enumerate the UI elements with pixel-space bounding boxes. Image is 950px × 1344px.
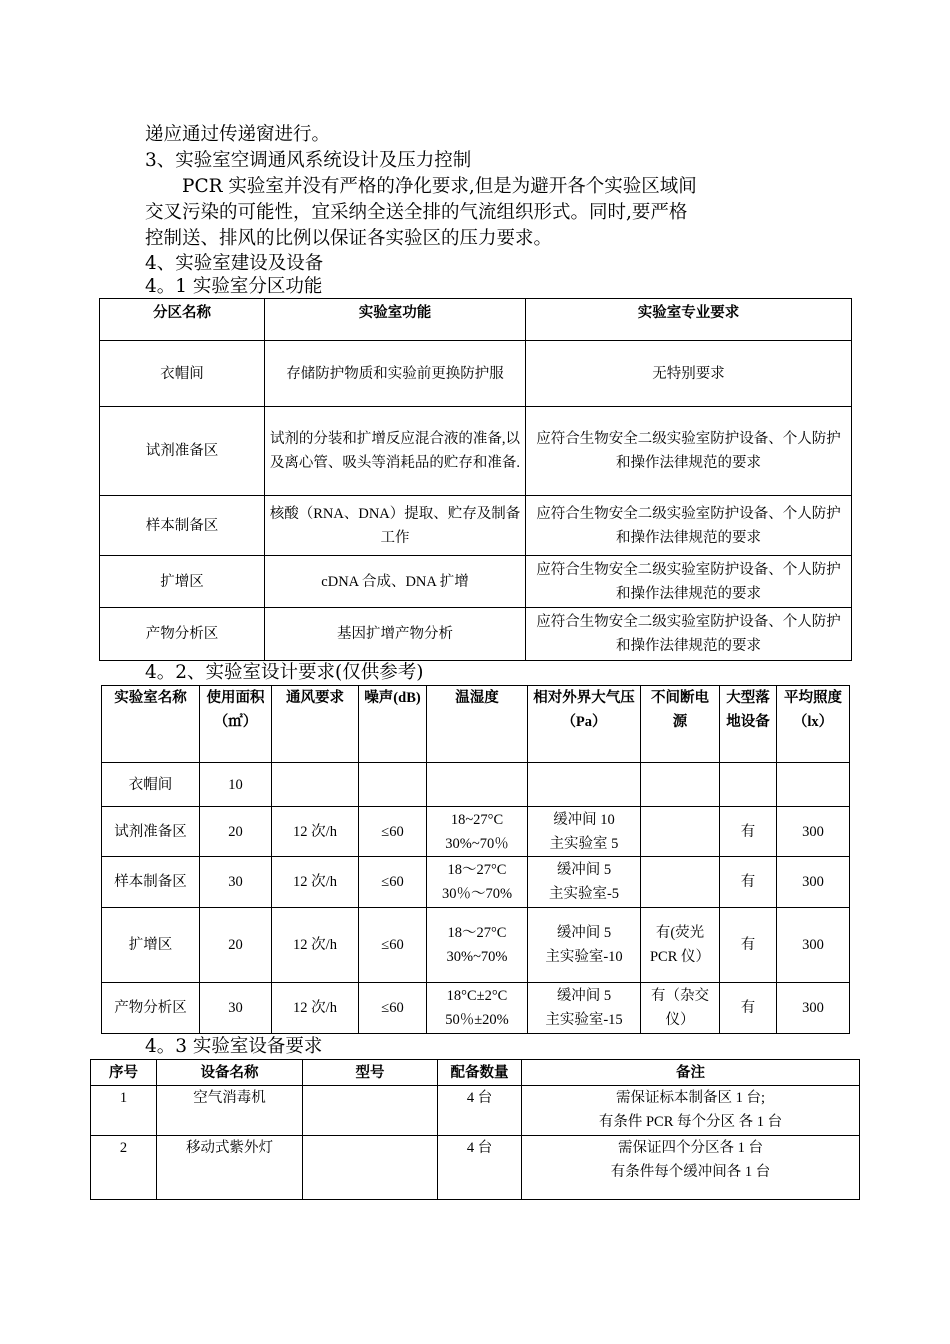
table-cell: 有 (720, 857, 777, 908)
table-cell: 缓冲间 5 主实验室-15 (528, 983, 641, 1034)
table-cell: ≤60 (359, 857, 427, 908)
table-row (102, 908, 850, 983)
table-cell (777, 763, 850, 807)
table-row (100, 608, 852, 661)
table-row (91, 1136, 860, 1200)
heading-4: 4、实验室建设及设备 (145, 253, 324, 274)
table-cell: 4 台 (438, 1136, 522, 1200)
table-cell: 10 (200, 763, 272, 807)
table-cell (303, 1086, 438, 1136)
col-header: 温湿度 (427, 686, 528, 763)
heading-4-3: 4。3 实验室设备要求 (145, 1036, 323, 1057)
table-cell: 扩增区 (100, 556, 265, 608)
para-line-2: PCR 实验室并没有严格的净化要求,但是为避开各个实验区域间 (145, 176, 697, 197)
table-cell: 18～27°C 30%~70% (427, 908, 528, 983)
table-cell (528, 763, 641, 807)
table-cell: ≤60 (359, 983, 427, 1034)
table-row (91, 1086, 860, 1136)
table-cell (427, 763, 528, 807)
table-cell: 12 次/h (272, 807, 359, 857)
table-cell: 18～27°C 30％～70% (427, 857, 528, 908)
table-cell: 样本制备区 (100, 496, 265, 556)
table-cell: 产物分析区 (102, 983, 200, 1034)
table-cell (303, 1136, 438, 1200)
table-row (100, 341, 852, 407)
table-row (102, 857, 850, 908)
table-cell: 基因扩增产物分析 (265, 608, 526, 661)
table-cell: 试剂的分装和扩增反应混合液的准备,以及离心管、吸头等消耗品的贮存和准备. (265, 407, 526, 496)
table-cell: 300 (777, 807, 850, 857)
table-cell: ≤60 (359, 908, 427, 983)
table-cell: 有 (720, 807, 777, 857)
table-cell: 需保证四个分区各 1 台 有条件每个缓冲间各 1 台 (522, 1136, 860, 1200)
col-header: 平均照度（lx） (777, 686, 850, 763)
table-cell: 30 (200, 857, 272, 908)
table-cell: 缓冲间 10 主实验室 5 (528, 807, 641, 857)
table-cell: 需保证标本制备区 1 台; 有条件 PCR 每个分区 各 1 台 (522, 1086, 860, 1136)
table-cell: 18°C±2°C 50％±20% (427, 983, 528, 1034)
equipment-table (90, 1059, 860, 1200)
table-row (100, 496, 852, 556)
col-header: 备注 (522, 1060, 860, 1086)
table-row (100, 556, 852, 608)
col-header: 配备数量 (438, 1060, 522, 1086)
col-header: 序号 (91, 1060, 157, 1086)
para-line-3: 交叉污染的可能性，宜采纳全送全排的气流组织形式。同时,要严格 (145, 202, 688, 223)
para-line-4: 控制送、排风的比例以保证各实验区的压力要求。 (145, 228, 553, 249)
table-cell: 无特别要求 (526, 341, 852, 407)
table-cell: 有(荧光 PCR 仪） (641, 908, 720, 983)
table-row (102, 763, 850, 807)
table-cell: 扩增区 (102, 908, 200, 983)
table-cell: 产物分析区 (100, 608, 265, 661)
table-cell: 300 (777, 908, 850, 983)
col-header: 大型落地设备 (720, 686, 777, 763)
table-cell (359, 763, 427, 807)
table-cell (641, 807, 720, 857)
table-cell: 应符合生物安全二级实验室防护设备、个人防护和操作法律规范的要求 (526, 496, 852, 556)
table-cell: 有 (720, 908, 777, 983)
table-cell: 有（杂交仪） (641, 983, 720, 1034)
table-cell: 12 次/h (272, 857, 359, 908)
table-cell: 应符合生物安全二级实验室防护设备、个人防护和操作法律规范的要求 (526, 608, 852, 661)
table-cell: 2 (91, 1136, 157, 1200)
table-cell: 12 次/h (272, 983, 359, 1034)
table-row (102, 983, 850, 1034)
table-cell (641, 763, 720, 807)
col-header: 噪声(dB) (359, 686, 427, 763)
table-cell: 缓冲间 5 主实验室-5 (528, 857, 641, 908)
table-cell: 移动式紫外灯 (157, 1136, 303, 1200)
table-row (100, 407, 852, 496)
table-cell: 存储防护物质和实验前更换防护服 (265, 341, 526, 407)
col-header: 实验室功能 (265, 299, 526, 341)
table-cell: 样本制备区 (102, 857, 200, 908)
para-line-1: 递应通过传递窗进行。 (145, 124, 331, 145)
table-cell: 4 台 (438, 1086, 522, 1136)
table-cell: 30 (200, 983, 272, 1034)
table-cell: 空气消毒机 (157, 1086, 303, 1136)
col-header: 相对外界大气压（Pa） (528, 686, 641, 763)
table-cell: 20 (200, 807, 272, 857)
table-cell: 12 次/h (272, 908, 359, 983)
table-cell: 缓冲间 5 主实验室-10 (528, 908, 641, 983)
table-cell: 衣帽间 (100, 341, 265, 407)
col-header: 不间断电源 (641, 686, 720, 763)
table-cell: 有 (720, 983, 777, 1034)
table-cell (720, 763, 777, 807)
col-header: 型号 (303, 1060, 438, 1086)
table-cell: 20 (200, 908, 272, 983)
table-cell: 核酸（RNA、DNA）提取、贮存及制备工作 (265, 496, 526, 556)
table-cell: 衣帽间 (102, 763, 200, 807)
col-header: 设备名称 (157, 1060, 303, 1086)
table-row (102, 807, 850, 857)
table-cell: 试剂准备区 (100, 407, 265, 496)
table-cell: 应符合生物安全二级实验室防护设备、个人防护和操作法律规范的要求 (526, 556, 852, 608)
zone-function-table (99, 298, 852, 661)
heading-4-1: 4。1 实验室分区功能 (145, 276, 323, 297)
table-cell: 应符合生物安全二级实验室防护设备、个人防护和操作法律规范的要求 (526, 407, 852, 496)
heading-3: 3、实验室空调通风系统设计及压力控制 (145, 150, 472, 171)
table-cell: cDNA 合成、DNA 扩增 (265, 556, 526, 608)
table-cell (641, 857, 720, 908)
table-cell: ≤60 (359, 807, 427, 857)
table-cell: 300 (777, 857, 850, 908)
col-header: 使用面积（㎡） (200, 686, 272, 763)
table-cell: 1 (91, 1086, 157, 1136)
col-header: 通风要求 (272, 686, 359, 763)
heading-4-2: 4。2、实验室设计要求(仅供参考) (145, 662, 424, 683)
table-cell: 300 (777, 983, 850, 1034)
table-cell (272, 763, 359, 807)
col-header: 分区名称 (100, 299, 265, 341)
table-cell: 18~27°C 30%~70％ (427, 807, 528, 857)
table-cell: 试剂准备区 (102, 807, 200, 857)
col-header: 实验室名称 (102, 686, 200, 763)
design-requirements-table (101, 685, 850, 1034)
col-header: 实验室专业要求 (526, 299, 852, 341)
